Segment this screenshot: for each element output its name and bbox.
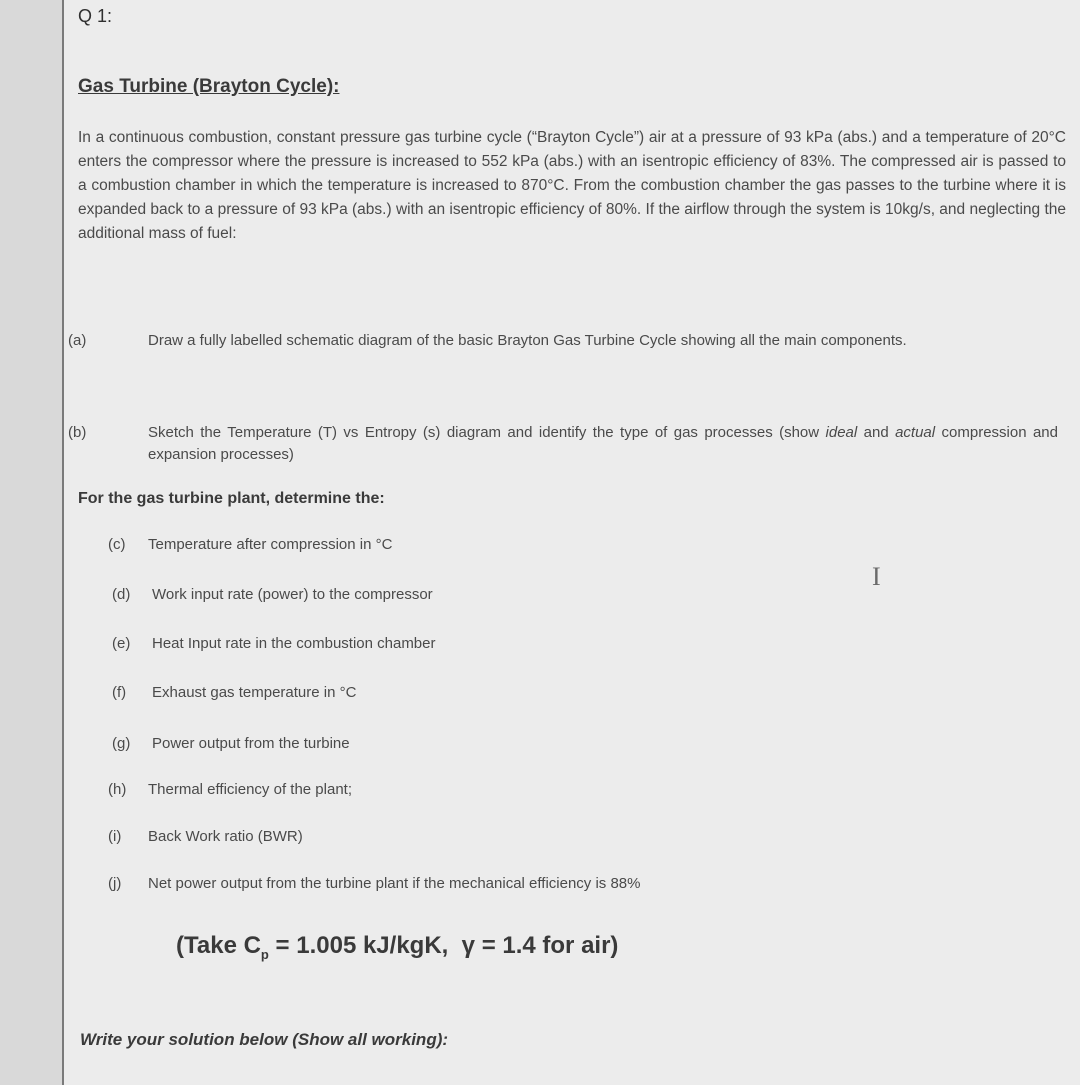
- part-e-label: (e): [112, 635, 131, 652]
- text-cursor-icon: I: [872, 562, 881, 591]
- part-b-text-mid: and: [857, 424, 896, 441]
- part-c-label: (c): [108, 536, 126, 553]
- part-b-ideal: ideal: [825, 424, 858, 441]
- part-f-text: Exhaust gas temperature in °C: [152, 684, 357, 701]
- subheading: For the gas turbine plant, determine the:: [78, 490, 385, 507]
- constants-open: (Take C: [176, 932, 261, 959]
- part-j-label: (j): [108, 875, 122, 892]
- part-d-text: Work input rate (power) to the compressor: [152, 586, 433, 603]
- part-g-label: (g): [112, 735, 131, 752]
- part-c: [108, 534, 392, 556]
- part-j-text: Net power output from the turbine plant if the mechanical efficiency is 88%: [148, 875, 641, 892]
- part-a-label: (a): [68, 332, 87, 349]
- part-a: [68, 330, 1023, 352]
- part-i-text: Back Work ratio (BWR): [148, 828, 303, 845]
- question-number: Q 1:: [78, 6, 113, 26]
- document-page: [62, 0, 1080, 1085]
- part-b-label: (b): [68, 424, 87, 441]
- part-e-text: Heat Input rate in the combustion chamber: [152, 635, 436, 652]
- part-e: [112, 633, 436, 655]
- question-title: Gas Turbine (Brayton Cycle):: [78, 76, 340, 97]
- part-i: [108, 826, 303, 848]
- problem-statement: In a continuous combustion, constant pressure gas turbine cycle (“Brayton Cycle”) air at a pressure of 93 kPa (abs.) and a temperature of 20°C enters the compressor where the pressure is increased to 552 kPa (abs.) with an isentropic efficiency of 83%. The compressed air is passed to a combustion chamber in which the temperature is increased to 870°C. From the combustion chamber the gas passes to the turbine where it is expanded back to a pressure of 93 kPa (abs.) with an isentropic efficiency of 80%. If the airflow through the system is 10kg/s, and neglecting the additional mass of fuel:: [78, 129, 1066, 242]
- solution-prompt: Write your solution below (Show all working):: [80, 1030, 449, 1049]
- given-constants: [176, 932, 618, 962]
- part-i-label: (i): [108, 828, 122, 845]
- constants-cp-subscript: p: [260, 946, 269, 962]
- part-b-text-pre: Sketch the Temperature (T) vs Entropy (s) diagram and identify the type of gas processes (show: [148, 424, 826, 441]
- part-d-label: (d): [112, 586, 131, 603]
- part-a-text: Draw a fully labelled schematic diagram of the basic Brayton Gas Turbine Cycle showing all the main components.: [148, 332, 907, 349]
- part-h-label: (h): [108, 781, 127, 798]
- part-b-actual: actual: [895, 424, 936, 441]
- part-h-text: Thermal efficiency of the plant;: [148, 781, 352, 798]
- part-b: [68, 422, 1058, 466]
- part-d: [112, 584, 433, 606]
- constants-cp-value: = 1.005 kJ/kgK,: [268, 932, 449, 959]
- part-h: [108, 779, 352, 801]
- part-b-text-post: compression and expansion processes): [148, 424, 1058, 463]
- part-f-label: (f): [112, 684, 127, 701]
- part-f: [112, 682, 356, 704]
- part-g-text: Power output from the turbine: [152, 735, 350, 752]
- part-j: [108, 873, 641, 895]
- part-c-text: Temperature after compression in °C: [148, 536, 393, 553]
- part-g: [112, 733, 350, 755]
- constants-gamma: γ = 1.4 for air): [461, 932, 619, 959]
